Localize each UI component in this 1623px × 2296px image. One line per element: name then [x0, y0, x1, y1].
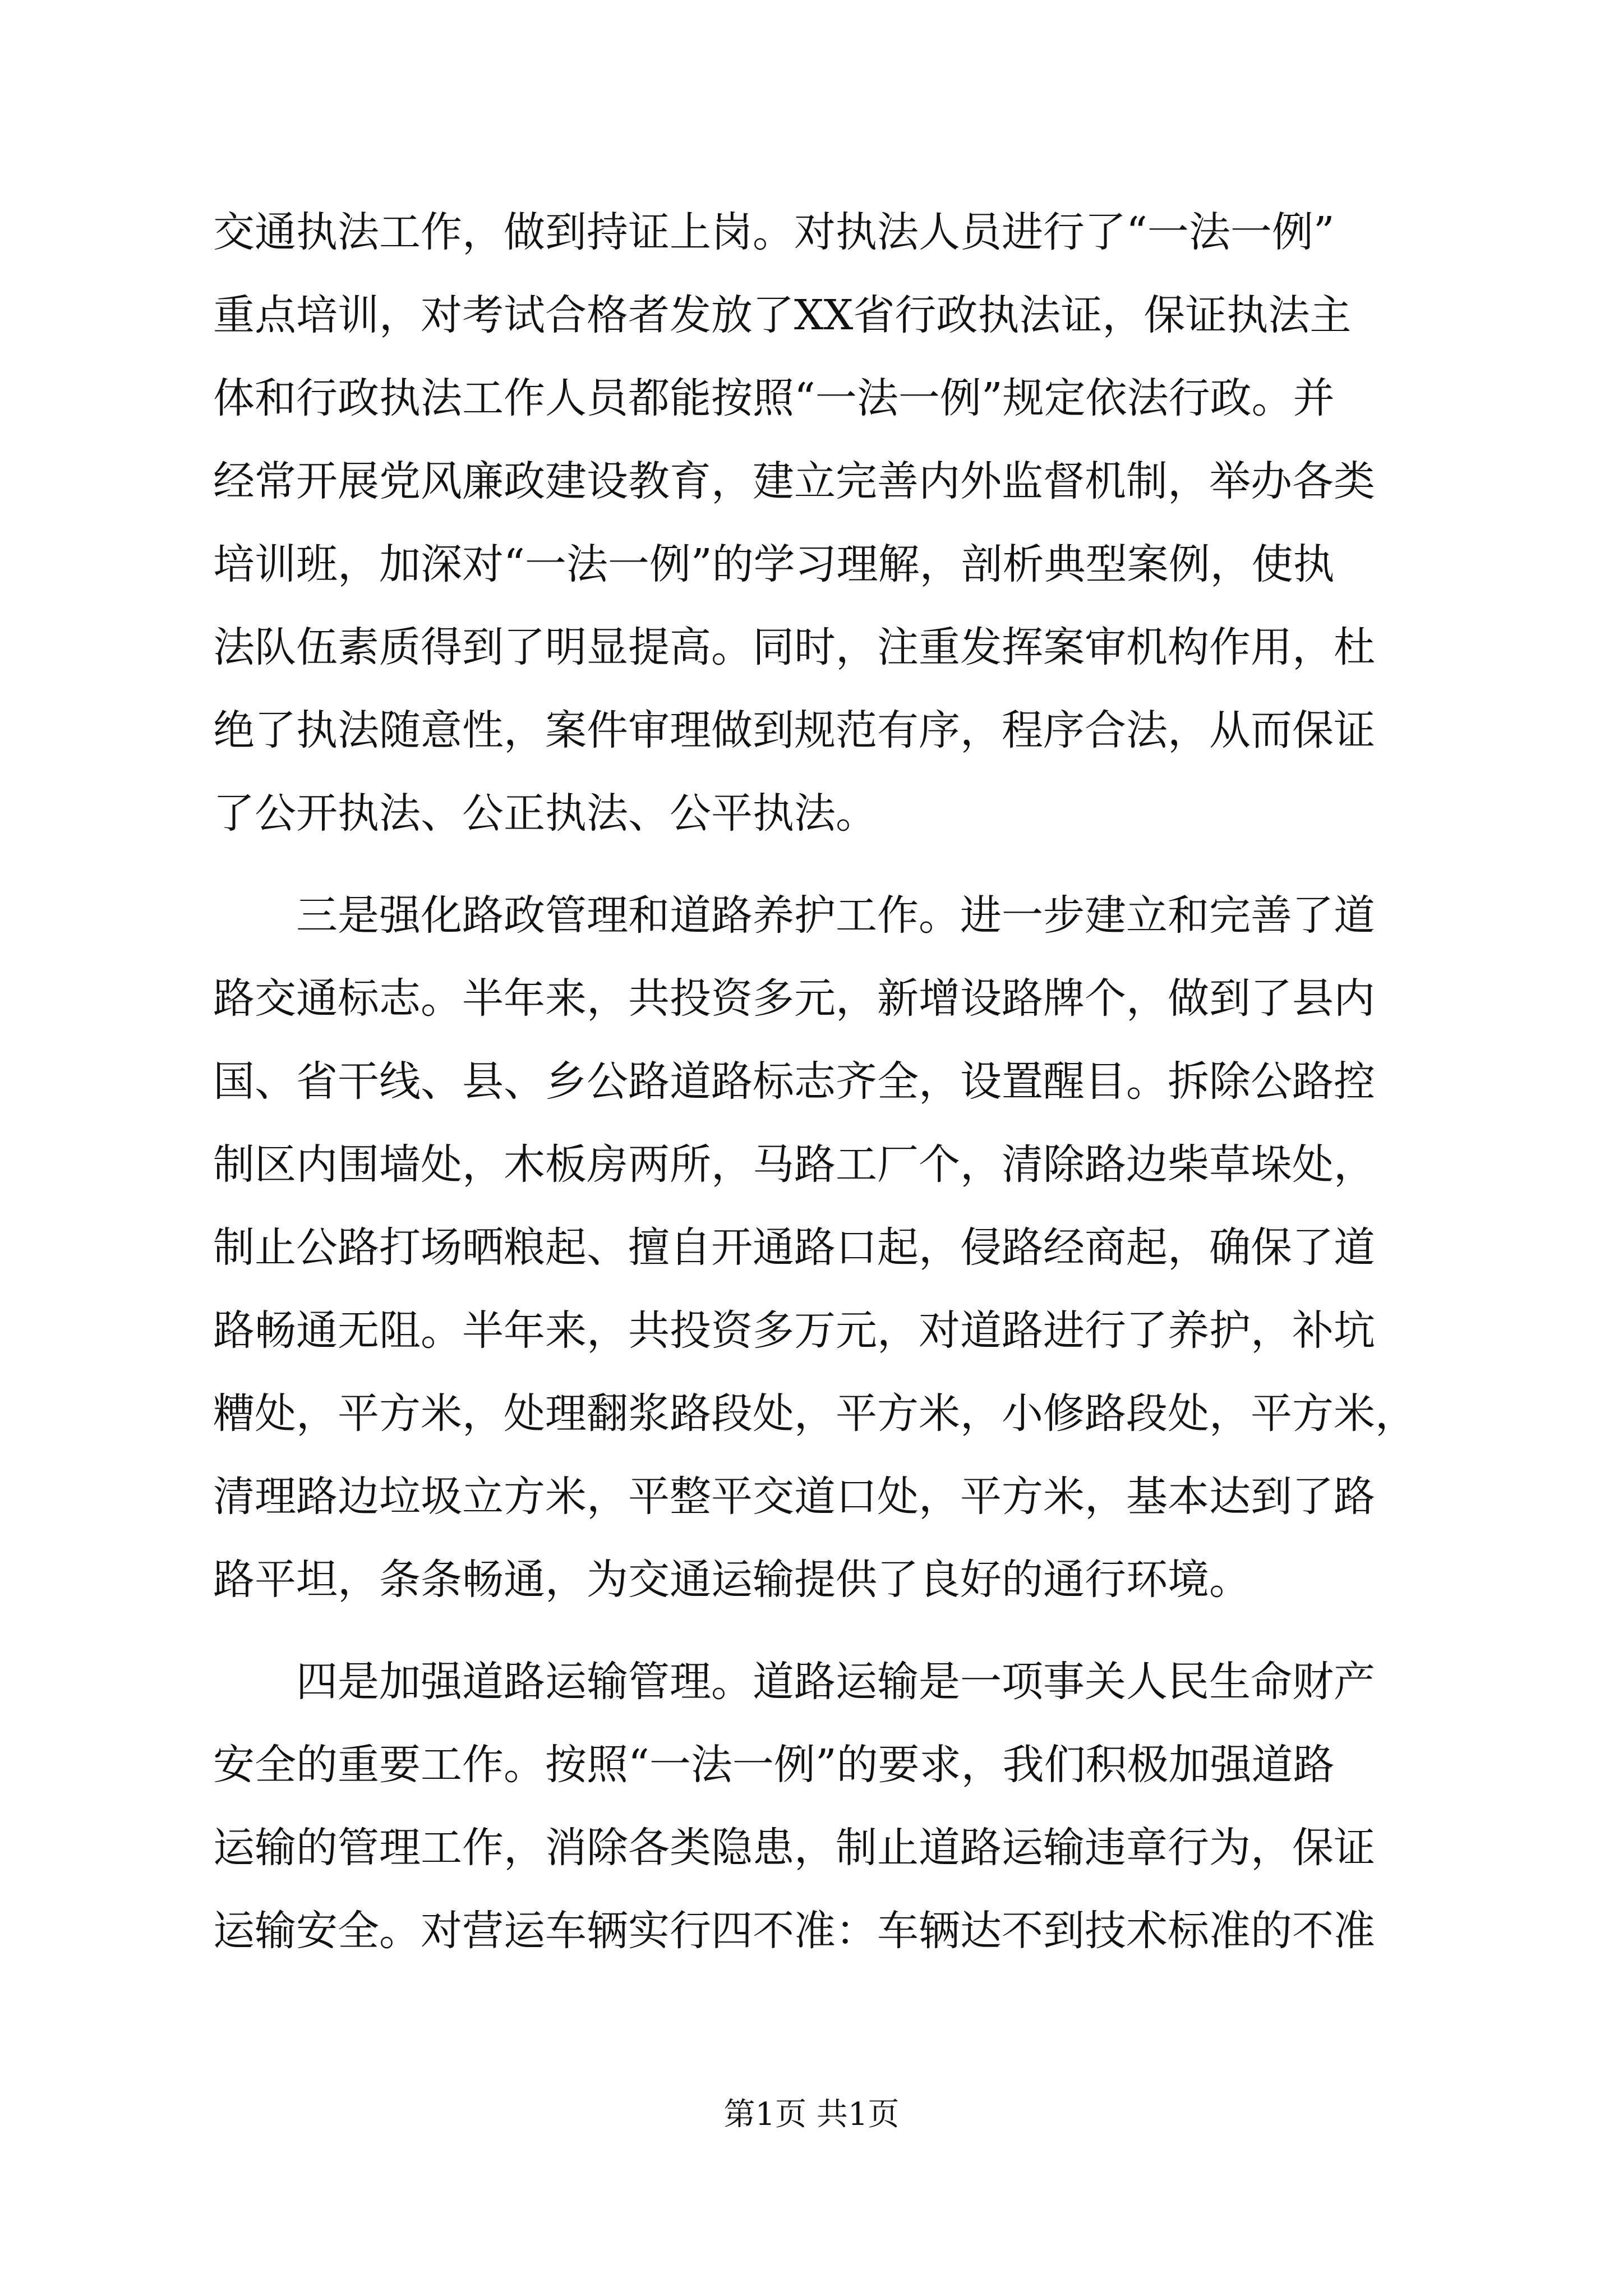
paragraph-1-line-6: 法队伍素质得到了明显提高。同时，注重发挥案审机构作用，杜 — [213, 623, 1375, 671]
paragraph-3-line-2: 安全的重要工作。按照“一法一例”的要求，我们积极加强道路 — [213, 1741, 1335, 1789]
paragraph-1-line-4: 经常开展党风廉政建设教育，建立完善内外监督机制，举办各类 — [213, 457, 1375, 505]
paragraph-2-line-8: 清理路边垃圾立方米，平整平交道口处，平方米，基本达到了路 — [213, 1473, 1375, 1521]
page-number-footer: 第1页 共1页 — [723, 2096, 900, 2133]
paragraph-2-line-6: 路畅通无阻。半年来，共投资多万元，对道路进行了养护，补坑 — [213, 1306, 1375, 1355]
paragraph-1-line-8: 了公开执法、公正执法、公平执法。 — [213, 789, 877, 838]
paragraph-1-line-5: 培训班，加深对“一法一例”的学习理解，剖析典型案例，使执 — [213, 540, 1335, 588]
paragraph-3-line-3: 运输的管理工作，消除各类隐患，制止道路运输违章行为，保证 — [213, 1824, 1375, 1872]
paragraph-2-line-7: 糟处，平方米，处理翻浆路段处，平方米，小修路段处，平方米， — [213, 1389, 1417, 1438]
paragraph-3-line-4: 运输安全。对营运车辆实行四不准：车辆达不到技术标准的不准 — [213, 1907, 1375, 1955]
body-text — [213, 191, 1441, 1972]
paragraph-2-line-2: 路交通标志。半年来，共投资多元，新增设路牌个，做到了县内 — [213, 974, 1375, 1023]
paragraph-2-line-3: 国、省干线、县、乡公路道路标志齐全，设置醒目。拆除公路控 — [213, 1057, 1375, 1106]
paragraph-gap — [213, 855, 1441, 874]
paragraph-1-line-2: 重点培训，对考试合格者发放了XX省行政执法证，保证执法主 — [213, 291, 1352, 339]
paragraph-1-line-7: 绝了执法随意性，案件审理做到规范有序，程序合法，从而保证 — [213, 706, 1375, 754]
paragraph-2-line-9: 路平坦，条条畅通，为交通运输提供了良好的通行环境。 — [213, 1556, 1251, 1604]
paragraph-1-line-1: 交通执法工作，做到持证上岗。对执法人员进行了“一法一例” — [213, 208, 1335, 256]
paragraph-1-line-3: 体和行政执法工作人员都能按照“一法一例”规定依法行政。并 — [213, 374, 1335, 422]
paragraph-3-line-1: 四是加强道路运输管理。道路运输是一项事关人民生命财产 — [296, 1658, 1375, 1706]
paragraph-2-line-4: 制区内围墙处，木板房两所，马路工厂个，清除路边柴草垛处， — [213, 1140, 1375, 1189]
paragraph-2-line-5: 制止公路打场晒粮起、擅自开通路口起，侵路经商起，确保了道 — [213, 1223, 1375, 1272]
paragraph-2-line-1: 三是强化路政管理和道路养护工作。进一步建立和完善了道 — [296, 891, 1375, 940]
paragraph-gap — [213, 1621, 1441, 1640]
